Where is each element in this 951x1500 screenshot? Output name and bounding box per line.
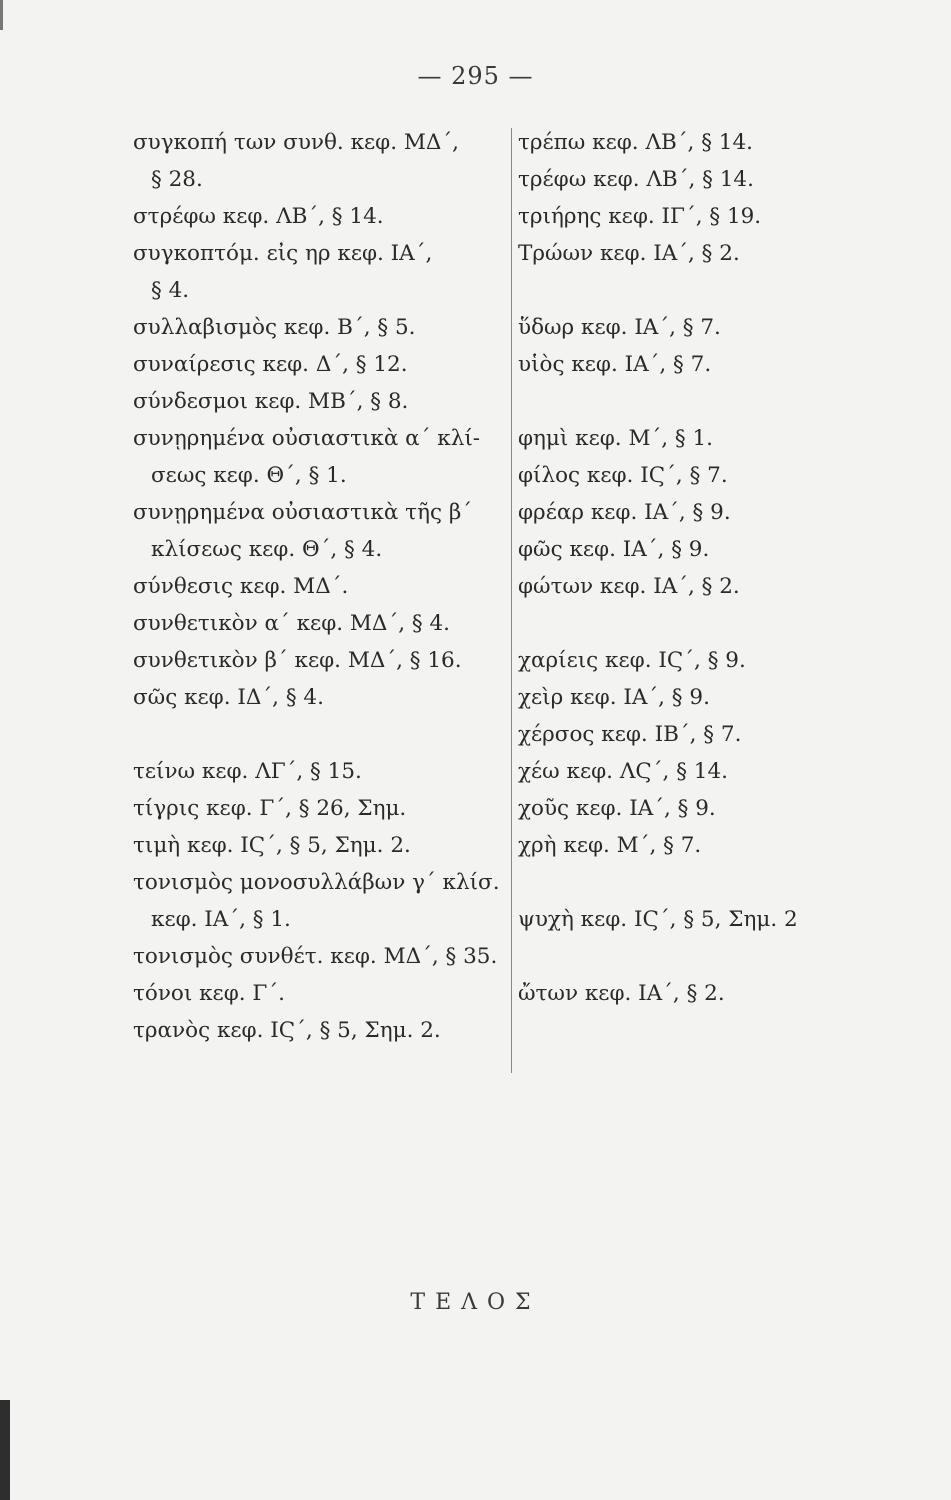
section-gap [518,605,858,642]
index-entry: Τρώων κεφ. ΙΑ΄, § 2. [518,241,740,266]
index-entry: φῶς κεφ. ΙΑ΄, § 9. [518,537,710,562]
index-entry: τριήρης κεφ. ΙΓ΄, § 19. [518,204,762,229]
section-gap [518,383,858,420]
index-entry: ψυχὴ κεφ. ΙϚ΄, § 5, Σημ. 2 [518,907,798,932]
index-entry-continuation: κεφ. ΙΑ΄, § 1. [151,907,291,932]
index-entry: συγκοπή των συνθ. κεφ. ΜΔ΄, [133,130,460,155]
end-mark: ΤΕΛΟΣ [410,1290,541,1315]
section-gap [518,938,858,975]
index-entry: φημὶ κεφ. Μ΄, § 1. [518,426,714,451]
index-entry-continuation: κλίσεως κεφ. Θ΄, § 4. [151,537,383,562]
index-entry: τρανὸς κεφ. ΙϚ΄, § 5, Σημ. 2. [133,1018,441,1043]
index-entry: σύνθεσις κεφ. ΜΔ΄. [133,574,349,599]
index-entry: χεὶρ κεφ. ΙΑ΄, § 9. [518,685,710,710]
index-entry: χέω κεφ. ΛϚ΄, § 14. [518,759,729,784]
index-entry: χέρσος κεφ. ΙΒ΄, § 7. [518,722,742,747]
column-divider [511,128,512,1073]
index-entry: φώτων κεφ. ΙΑ΄, § 2. [518,574,740,599]
index-entry: στρέφω κεφ. ΛΒ΄, § 14. [133,204,384,229]
section-gap [133,716,511,753]
index-entry: ὕδωρ κεφ. ΙΑ΄, § 7. [518,315,721,340]
index-entry: συλλαβισμὸς κεφ. Β΄, § 5. [133,315,416,340]
index-entry: χρὴ κεφ. Μ΄, § 7. [518,833,702,858]
index-entry: τόνοι κεφ. Γ΄. [133,981,285,1006]
section-gap [518,272,858,309]
index-entry: συγκοπτόμ. εἰς ηρ κεφ. ΙΑ΄, [133,241,433,266]
index-entry: συνθετικὸν β΄ κεφ. ΜΔ΄, § 16. [133,648,462,673]
page-number: — 295 — [417,62,534,90]
index-entry: τονισμὸς συνθέτ. κεφ. ΜΔ΄, § 35. [133,944,498,969]
index-entry-continuation: § 4. [151,278,190,303]
index-entry: φίλος κεφ. ΙϚ΄, § 7. [518,463,728,488]
index-entry: υἱὸς κεφ. ΙΑ΄, § 7. [518,352,712,377]
index-entry: ὤτων κεφ. ΙΑ΄, § 2. [518,981,725,1006]
index-column-left [133,124,511,1049]
index-entry: τιμὴ κεφ. ΙϚ΄, § 5, Σημ. 2. [133,833,411,858]
index-entry: τρέφω κεφ. ΛΒ΄, § 14. [518,167,754,192]
index-entry: συναίρεσις κεφ. Δ΄, § 12. [133,352,408,377]
index-entry: συνῃρημένα οὐσιαστικὰ α΄ κλί- [133,426,481,451]
index-entry-continuation: § 28. [151,167,203,192]
index-entry: συνθετικὸν α΄ κεφ. ΜΔ΄, § 4. [133,611,450,636]
index-entry: τονισμὸς μονοσυλλάβων γ΄ κλίσ. [133,870,500,895]
index-entry: φρέαρ κεφ. ΙΑ΄, § 9. [518,500,731,525]
index-entry: τρέπω κεφ. ΛΒ΄, § 14. [518,130,753,155]
index-entry: τίγρις κεφ. Γ΄, § 26, Σημ. [133,796,407,821]
index-entry: συνῃρημένα οὐσιαστικὰ τῆς β΄ [133,500,473,525]
index-entry: σύνδεσμοι κεφ. ΜΒ΄, § 8. [133,389,409,414]
binding-edge [0,1400,10,1500]
index-entry: τείνω κεφ. ΛΓ΄, § 15. [133,759,362,784]
binding-edge-top [0,0,3,30]
index-entry: χαρίεις κεφ. ΙϚ΄, § 9. [518,648,746,673]
index-column-right [518,124,858,1012]
section-gap [518,864,858,901]
index-entry-continuation: σεως κεφ. Θ΄, § 1. [151,463,347,488]
index-entry: σῶς κεφ. ΙΔ΄, § 4. [133,685,324,710]
index-entry: χοῦς κεφ. ΙΑ΄, § 9. [518,796,716,821]
